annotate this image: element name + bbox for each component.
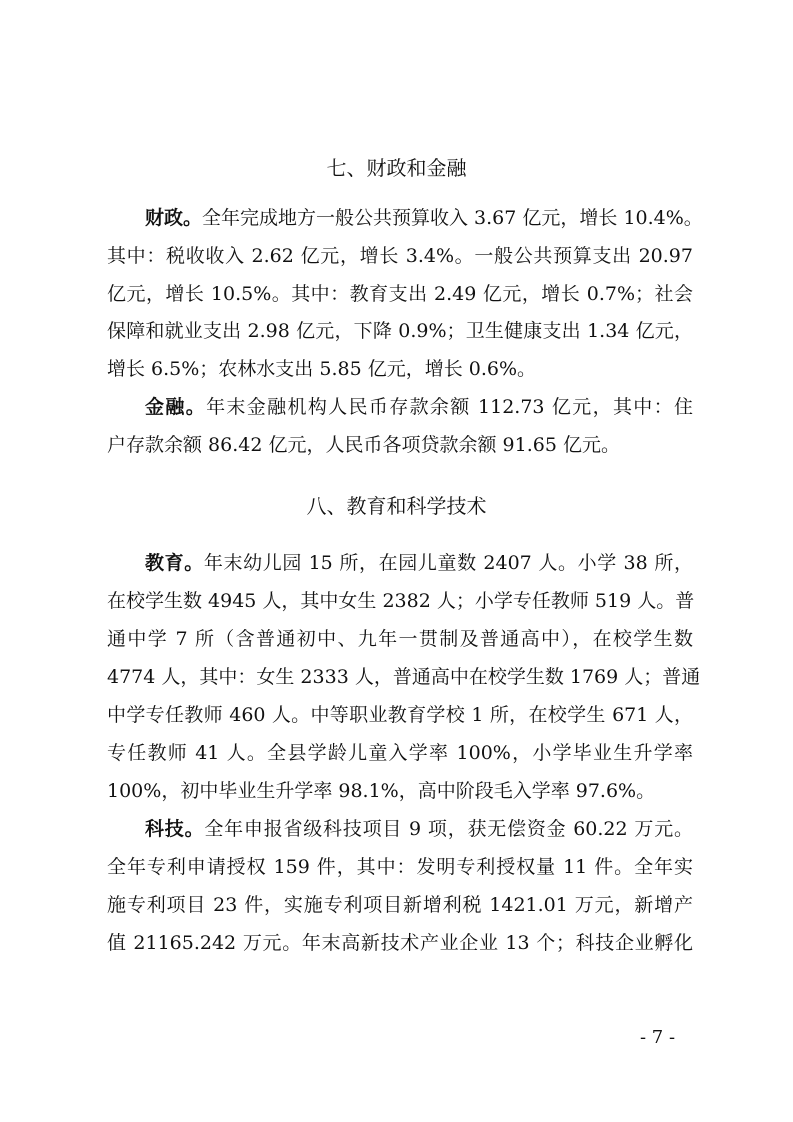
page-number: - 7 - bbox=[640, 1027, 676, 1048]
paragraph-line: 其中：税收收入 2.62 亿元，增长 3.4%。一般公共预算支出 20.97 bbox=[107, 245, 693, 267]
paragraph-line bbox=[145, 394, 693, 420]
paragraph-line bbox=[145, 816, 693, 842]
paragraph-lead: 金融。 bbox=[145, 396, 207, 418]
paragraph-lead: 财政。 bbox=[145, 207, 203, 229]
paragraph-line bbox=[145, 550, 693, 576]
paragraph-line: 户存款余额 86.42 亿元，人民币各项贷款余额 91.65 亿元。 bbox=[107, 434, 620, 456]
line-text: 全年完成地方一般公共预算收入 3.67 亿元，增长 10.4%。 bbox=[202, 207, 703, 229]
paragraph-line: 4774 人，其中：女生 2333 人，普通高中在校学生数 1769 人；普通 bbox=[107, 666, 701, 688]
paragraph-line: 全年专利申请授权 159 件，其中：发明专利授权量 11 件。全年实 bbox=[107, 856, 693, 878]
paragraph-line: 施专利项目 23 件，实施专利项目新增利税 1421.01 万元，新增产 bbox=[107, 894, 693, 916]
paragraph-line: 值 21165.242 万元。年末高新技术产业企业 13 个；科技企业孵化 bbox=[107, 932, 693, 954]
paragraph-line: 亿元，增长 10.5%。其中：教育支出 2.49 亿元，增长 0.7%；社会 bbox=[107, 283, 693, 305]
paragraph-line: 专任教师 41 人。全县学龄儿童入学率 100%，小学毕业生升学率 bbox=[107, 742, 693, 764]
paragraph-line: 100%，初中毕业生升学率 98.1%，高中阶段毛入学率 97.6%。 bbox=[107, 780, 656, 802]
line-text: 年末金融机构人民币存款余额 112.73 亿元，其中：住 bbox=[206, 396, 693, 418]
paragraph-line: 通中学 7 所（含普通初中、九年一贯制及普通高中），在校学生数 bbox=[107, 628, 693, 650]
line-text: 年末幼儿园 15 所，在园儿童数 2407 人。小学 38 所， bbox=[203, 552, 693, 574]
paragraph-line: 在校学生数 4945 人，其中女生 2382 人；小学专任教师 519 人。普 bbox=[107, 590, 695, 612]
paragraph-line bbox=[145, 205, 703, 231]
paragraph-lead: 教育。 bbox=[145, 552, 204, 574]
section-heading-education: 八、教育和科学技术 bbox=[306, 494, 487, 518]
section-heading-finance: 七、财政和金融 bbox=[326, 156, 467, 180]
paragraph-line: 保障和就业支出 2.98 亿元，下降 0.9%；卫生健康支出 1.34 亿元， bbox=[107, 320, 693, 342]
paragraph-lead: 科技。 bbox=[145, 818, 205, 840]
line-text: 全年申报省级科技项目 9 项，获无偿资金 60.22 万元。 bbox=[204, 818, 693, 840]
paragraph-line: 增长 6.5%；农林水支出 5.85 亿元，增长 0.6%。 bbox=[107, 358, 537, 380]
paragraph-line: 中学专任教师 460 人。中等职业教育学校 1 所，在校学生 671 人， bbox=[107, 704, 693, 726]
